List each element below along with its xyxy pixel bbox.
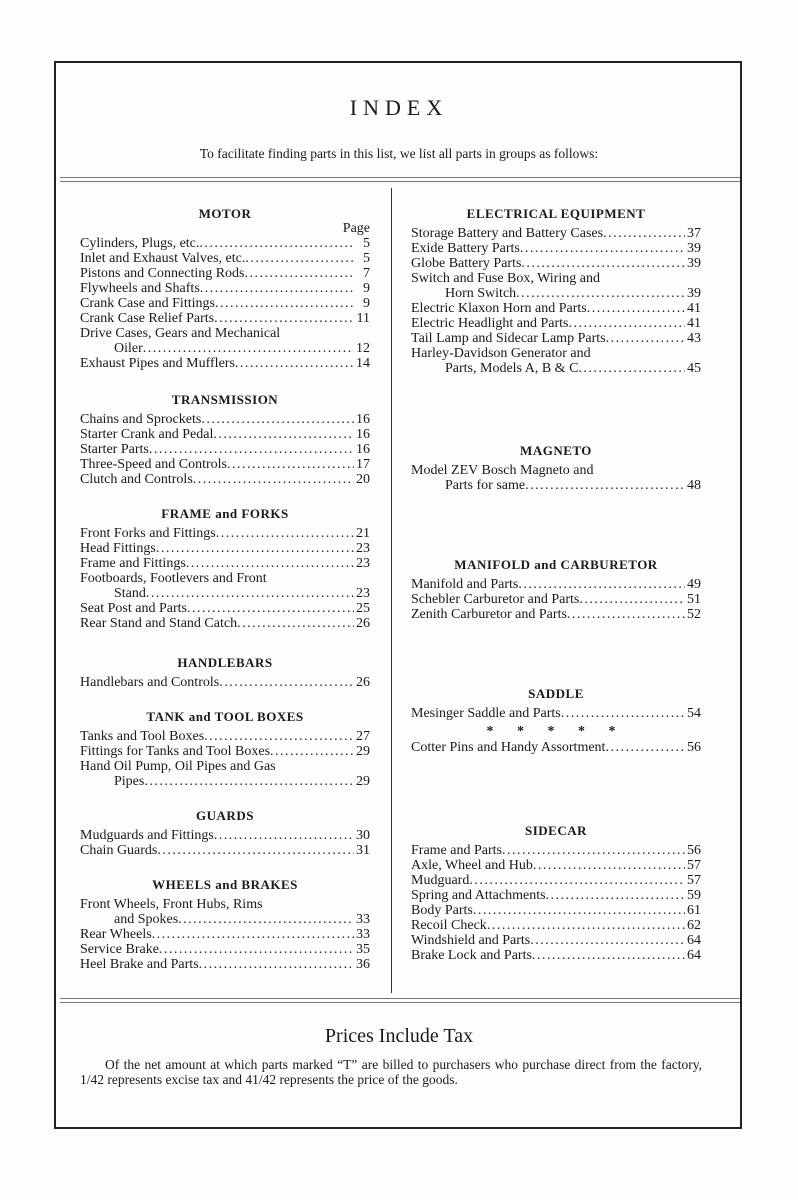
- entry-page: 39: [687, 241, 701, 256]
- entry-page: 35: [356, 942, 370, 957]
- entry-label: Switch and Fuse Box, Wiring and: [411, 271, 600, 286]
- entry-page: 26: [356, 675, 370, 690]
- dot-leader: [187, 601, 354, 616]
- separator-stars: * * * * *: [486, 724, 626, 739]
- entry-label-continued: and Spokes: [114, 912, 179, 927]
- dot-leader: [227, 457, 354, 472]
- dot-leader: [152, 927, 354, 942]
- index-entry: [411, 873, 701, 888]
- dot-leader: [200, 281, 354, 296]
- entry-label: Starter Parts: [80, 442, 149, 457]
- section-heading: ELECTRICAL EQUIPMENT: [466, 206, 646, 221]
- dot-leader: [532, 948, 685, 963]
- dot-leader: [567, 607, 685, 622]
- index-entry: [80, 281, 370, 296]
- dot-leader: [270, 744, 354, 759]
- dot-leader: [237, 616, 354, 631]
- index-entry: [80, 427, 370, 442]
- index-section: [80, 206, 370, 371]
- index-entry: [80, 897, 370, 912]
- entry-label: Chains and Sprockets: [80, 412, 202, 427]
- entry-label: Electric Klaxon Horn and Parts: [411, 301, 587, 316]
- entry-label: Tail Lamp and Sidecar Lamp Parts: [411, 331, 606, 346]
- dot-leader: [605, 740, 685, 755]
- index-entry: [411, 918, 701, 933]
- dot-leader: [178, 912, 354, 927]
- entry-label: Handlebars and Controls: [80, 675, 220, 690]
- entry-label-continued: Parts, Models A, B & C: [445, 361, 579, 376]
- dot-leader: [201, 412, 354, 427]
- index-entry: [411, 331, 701, 346]
- index-section: [80, 655, 370, 690]
- entry-label: Cotter Pins and Handy Assortment: [411, 740, 606, 755]
- index-entry: [80, 356, 370, 371]
- entry-page: 33: [356, 927, 370, 942]
- index-entry-continued: [80, 586, 370, 601]
- dot-leader: [156, 541, 354, 556]
- index-entry: [411, 740, 701, 755]
- entry-label: Tanks and Tool Boxes: [80, 729, 205, 744]
- entry-page: 41: [687, 316, 701, 331]
- entry-label: Frame and Parts: [411, 843, 502, 858]
- index-entry: [80, 828, 370, 843]
- entry-page: 49: [687, 577, 701, 592]
- dot-leader: [533, 858, 685, 873]
- index-entry: [80, 675, 370, 690]
- entry-page: 29: [356, 774, 370, 789]
- entry-label: Clutch and Controls: [80, 472, 193, 487]
- entry-page: 23: [356, 586, 370, 601]
- entry-label-continued: Pipes: [114, 774, 145, 789]
- entry-label: Three-Speed and Controls: [80, 457, 227, 472]
- dot-leader: [521, 256, 685, 271]
- dot-leader: [520, 241, 685, 256]
- entry-page: 25: [356, 601, 370, 616]
- index-entry: [80, 266, 370, 281]
- entry-page: 26: [356, 616, 370, 631]
- entry-label: Manifold and Parts: [411, 577, 519, 592]
- entry-page: 20: [356, 472, 370, 487]
- dot-leader: [215, 296, 354, 311]
- index-entry: [80, 251, 370, 266]
- entry-label: Mudguard: [411, 873, 470, 888]
- section-heading: FRAME and FORKS: [161, 506, 289, 521]
- entry-label: Service Brake: [80, 942, 159, 957]
- dot-leader: [530, 933, 685, 948]
- entry-label: Rear Wheels: [80, 927, 152, 942]
- section-heading: MAGNETO: [520, 443, 592, 458]
- entry-page: 7: [363, 266, 370, 281]
- dot-leader: [579, 592, 685, 607]
- index-entry: [411, 843, 701, 858]
- index-section: [80, 709, 370, 789]
- dot-leader: [216, 526, 354, 541]
- dot-leader: [157, 843, 354, 858]
- dot-leader: [204, 729, 354, 744]
- index-section: [411, 557, 701, 622]
- dot-leader: [144, 774, 354, 789]
- dot-leader: [199, 957, 354, 972]
- dot-leader: [525, 478, 685, 493]
- index-entry: [80, 616, 370, 631]
- index-entry: [80, 556, 370, 571]
- index-entry: [411, 607, 701, 622]
- entry-label: Fittings for Tanks and Tool Boxes: [80, 744, 271, 759]
- entry-label: Model ZEV Bosch Magneto and: [411, 463, 594, 478]
- entry-page: 45: [687, 361, 701, 376]
- entry-label: Pistons and Connecting Rods: [80, 266, 245, 281]
- divider-bottom: [60, 998, 740, 1003]
- index-entry: [80, 957, 370, 972]
- entry-label: Globe Battery Parts: [411, 256, 522, 271]
- section-heading: MANIFOLD and CARBURETOR: [454, 557, 658, 572]
- entry-label-continued: Parts for same: [445, 478, 526, 493]
- divider-top: [60, 177, 740, 182]
- entry-label: Mudguards and Fittings: [80, 828, 214, 843]
- entry-page: 62: [687, 918, 701, 933]
- section-heading: SADDLE: [528, 686, 584, 701]
- index-entry: [80, 472, 370, 487]
- index-entry: [411, 271, 701, 286]
- dot-leader: [473, 903, 685, 918]
- index-entry: [80, 236, 370, 251]
- dot-leader: [245, 266, 354, 281]
- index-entry: [80, 601, 370, 616]
- entry-page: 33: [356, 912, 370, 927]
- entry-label: Inlet and Exhaust Valves, etc.: [80, 251, 246, 266]
- index-entry: [80, 412, 370, 427]
- entry-label: Front Wheels, Front Hubs, Rims: [80, 897, 263, 912]
- entry-label: Hand Oil Pump, Oil Pipes and Gas: [80, 759, 276, 774]
- index-entry: [411, 316, 701, 331]
- entry-page: 23: [356, 541, 370, 556]
- index-entry-continued: [80, 341, 370, 356]
- index-entry-continued: [80, 774, 370, 789]
- entry-page: 39: [687, 286, 701, 301]
- entry-page: 36: [356, 957, 370, 972]
- index-entry: [80, 927, 370, 942]
- entry-label: Zenith Carburetor and Parts: [411, 607, 567, 622]
- entry-label: Storage Battery and Battery Cases: [411, 226, 604, 241]
- index-entry: [411, 933, 701, 948]
- dot-leader: [245, 251, 354, 266]
- entry-label: Crank Case and Fittings: [80, 296, 215, 311]
- index-section: [80, 506, 370, 631]
- index-entry: [80, 457, 370, 472]
- entry-label-continued: Horn Switch: [445, 286, 517, 301]
- dot-leader: [186, 556, 354, 571]
- entry-page: 64: [687, 933, 701, 948]
- index-section: [80, 392, 370, 487]
- entry-page: 16: [356, 412, 370, 427]
- entry-page: 9: [363, 281, 370, 296]
- intro-text: To facilitate finding parts in this list, we list all parts in groups as follows:: [199, 146, 599, 161]
- entry-label: Recoil Check: [411, 918, 487, 933]
- index-entry: [411, 463, 701, 478]
- entry-page: 37: [687, 226, 701, 241]
- dot-leader: [603, 226, 685, 241]
- entry-page: 12: [356, 341, 370, 356]
- entry-page: 61: [687, 903, 701, 918]
- entry-label: Frame and Fittings: [80, 556, 186, 571]
- page-column-header: Page: [342, 221, 370, 236]
- dot-leader: [199, 236, 354, 251]
- dot-leader: [578, 361, 685, 376]
- entry-page: 5: [363, 251, 370, 266]
- dot-leader: [546, 888, 685, 903]
- dot-leader: [143, 341, 354, 356]
- entry-page: 16: [356, 427, 370, 442]
- entry-page: 56: [687, 740, 701, 755]
- entry-page: 27: [356, 729, 370, 744]
- index-entry: [411, 346, 701, 361]
- dot-leader: [146, 586, 354, 601]
- dot-leader: [213, 427, 354, 442]
- index-entry: [411, 858, 701, 873]
- entry-label: Crank Case Relief Parts: [80, 311, 215, 326]
- entry-page: 41: [687, 301, 701, 316]
- entry-label: Harley-Davidson Generator and: [411, 346, 591, 361]
- index-entry: [411, 256, 701, 271]
- entry-label: Electric Headlight and Parts: [411, 316, 569, 331]
- section-heading: SIDECAR: [524, 823, 587, 838]
- entry-page: 51: [687, 592, 701, 607]
- entry-page: 14: [356, 356, 370, 371]
- entry-page: 21: [356, 526, 370, 541]
- dot-leader: [214, 311, 354, 326]
- index-entry: [80, 442, 370, 457]
- index-entry-continued: [411, 361, 701, 376]
- entry-page: 57: [687, 858, 701, 873]
- index-entry: [411, 706, 701, 721]
- entry-page: 59: [687, 888, 701, 903]
- entry-page: 64: [687, 948, 701, 963]
- section-heading: GUARDS: [196, 808, 254, 823]
- index-entry: [80, 326, 370, 341]
- entry-page: 52: [687, 607, 701, 622]
- index-entry: [411, 592, 701, 607]
- entry-page: 54: [687, 706, 701, 721]
- footer-text: Of the net amount at which parts marked “T” are billed to purchasers who purchase direct from the factory, 1/42 represents excise tax and 41/42 represents the price of the goods.: [80, 1057, 702, 1087]
- column-divider: [391, 188, 392, 993]
- index-entry: [80, 541, 370, 556]
- dot-leader: [487, 918, 685, 933]
- entry-page: 29: [356, 744, 370, 759]
- entry-label: Exide Battery Parts: [411, 241, 520, 256]
- entry-label: Windshield and Parts: [411, 933, 531, 948]
- dot-leader: [561, 706, 685, 721]
- dot-leader: [516, 286, 685, 301]
- index-entry: [411, 241, 701, 256]
- entry-page: 11: [356, 311, 370, 326]
- dot-leader: [518, 577, 685, 592]
- entry-label: Exhaust Pipes and Mufflers: [80, 356, 235, 371]
- page-title: INDEX: [349, 95, 449, 120]
- dot-leader: [193, 472, 354, 487]
- entry-label: Mesinger Saddle and Parts: [411, 706, 561, 721]
- section-heading: HANDLEBARS: [177, 655, 273, 670]
- entry-page: 17: [356, 457, 370, 472]
- section-heading: MOTOR: [198, 206, 252, 221]
- entry-label: Rear Stand and Stand Catch: [80, 616, 238, 631]
- entry-page: 43: [687, 331, 701, 346]
- entry-page: 57: [687, 873, 701, 888]
- index-entry: [411, 903, 701, 918]
- entry-label: Starter Crank and Pedal: [80, 427, 214, 442]
- entry-label: Cylinders, Plugs, etc.: [80, 236, 200, 251]
- entry-label: Footboards, Footlevers and Front: [80, 571, 267, 586]
- index-entry: [80, 526, 370, 541]
- index-section: [411, 686, 701, 755]
- index-entry-continued: [411, 286, 701, 301]
- section-heading: TRANSMISSION: [171, 392, 279, 407]
- dot-leader: [235, 356, 354, 371]
- index-section: [411, 823, 701, 963]
- index-entry: [80, 942, 370, 957]
- index-entry-continued: [411, 478, 701, 493]
- dot-leader: [587, 301, 685, 316]
- dot-leader: [568, 316, 685, 331]
- entry-label: Schebler Carburetor and Parts: [411, 592, 580, 607]
- entry-label-continued: Oiler: [114, 341, 143, 356]
- index-entry: [80, 311, 370, 326]
- index-entry: [411, 888, 701, 903]
- dot-leader: [149, 442, 354, 457]
- entry-label: Heel Brake and Parts: [80, 957, 199, 972]
- dot-leader: [159, 942, 354, 957]
- index-entry: [80, 759, 370, 774]
- index-entry: [80, 729, 370, 744]
- index-entry: [80, 843, 370, 858]
- entry-page: 39: [687, 256, 701, 271]
- index-entry-continued: [80, 912, 370, 927]
- entry-label: Axle, Wheel and Hub: [411, 858, 533, 873]
- entry-label: Chain Guards: [80, 843, 158, 858]
- entry-page: 16: [356, 442, 370, 457]
- entry-page: 5: [363, 236, 370, 251]
- index-entry: [411, 577, 701, 592]
- entry-page: 9: [363, 296, 370, 311]
- index-section: [411, 443, 701, 493]
- entry-page: 31: [356, 843, 370, 858]
- index-entry: [80, 571, 370, 586]
- index-entry: [411, 226, 701, 241]
- index-section: [80, 808, 370, 858]
- footer-title: Prices Include Tax: [324, 1025, 474, 1047]
- entry-label: Front Forks and Fittings: [80, 526, 216, 541]
- entry-page: 23: [356, 556, 370, 571]
- entry-label: Drive Cases, Gears and Mechanical: [80, 326, 281, 341]
- dot-leader: [469, 873, 685, 888]
- entry-page: 56: [687, 843, 701, 858]
- index-entry: [80, 296, 370, 311]
- section-heading: TANK and TOOL BOXES: [146, 709, 304, 724]
- dot-leader: [219, 675, 354, 690]
- entry-label: Spring and Attachments: [411, 888, 546, 903]
- dot-leader: [606, 331, 685, 346]
- entry-label: Flywheels and Shafts: [80, 281, 200, 296]
- index-entry: [80, 744, 370, 759]
- entry-label-continued: Stand: [114, 586, 146, 601]
- entry-page: 30: [356, 828, 370, 843]
- entry-label: Brake Lock and Parts: [411, 948, 532, 963]
- index-entry: [411, 948, 701, 963]
- index-entry: [411, 301, 701, 316]
- entry-page: 48: [687, 478, 701, 493]
- index-section: [411, 206, 701, 376]
- index-section: [80, 877, 370, 972]
- dot-leader: [214, 828, 354, 843]
- dot-leader: [502, 843, 685, 858]
- entry-label: Seat Post and Parts: [80, 601, 187, 616]
- entry-label: Body Parts: [411, 903, 473, 918]
- entry-label: Head Fittings: [80, 541, 156, 556]
- section-heading: WHEELS and BRAKES: [152, 877, 298, 892]
